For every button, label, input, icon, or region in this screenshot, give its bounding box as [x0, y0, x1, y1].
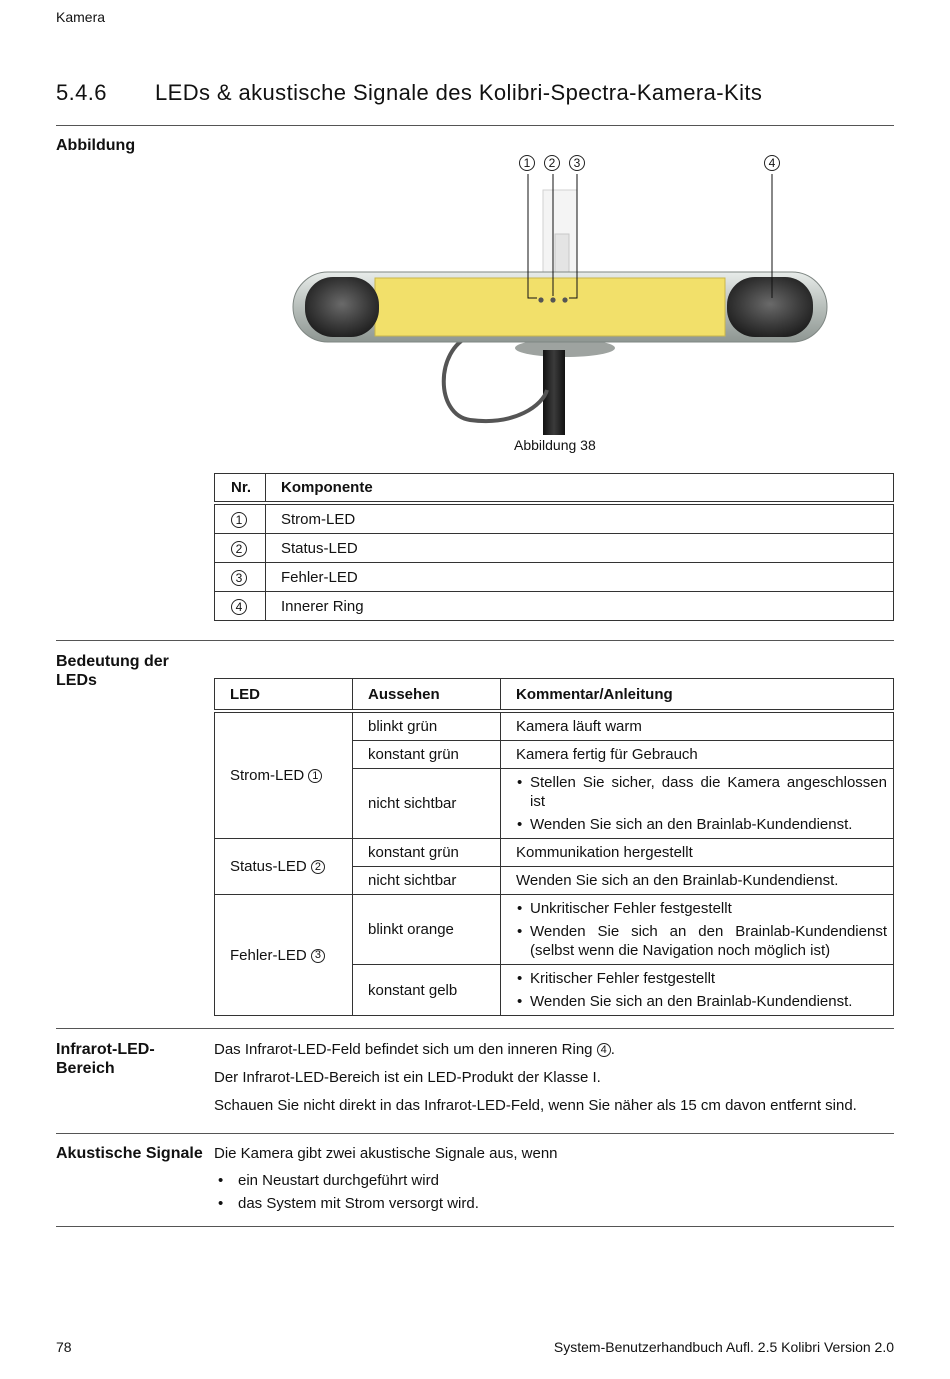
- table-row: [215, 592, 894, 621]
- led-cell-status: [215, 839, 353, 895]
- row-number: 1: [231, 512, 247, 528]
- table-header-row: [215, 474, 894, 504]
- power-led-dot: [538, 297, 543, 302]
- comment-list: [516, 969, 887, 1011]
- list-item: • das System mit Strom versorgt wird.: [218, 1195, 479, 1212]
- status-led-dot: [550, 297, 555, 302]
- led-meaning-table: [214, 678, 894, 1016]
- infrarot-line-2: Der Infrarot-LED-Bereich ist ein LED-Produkt der Klasse I.: [214, 1069, 601, 1086]
- divider: [56, 1133, 894, 1134]
- list-item: • Wenden Sie sich an den Brainlab-Kundendienst.: [516, 815, 887, 834]
- appearance: nicht sichtbar: [353, 867, 501, 895]
- divider: [56, 640, 894, 641]
- components-table: [214, 473, 894, 621]
- comment: Kamera fertig für Gebrauch: [501, 741, 894, 769]
- divider: [56, 1226, 894, 1227]
- led-name: Strom-LED: [230, 767, 305, 784]
- list-item: • Wenden Sie sich an den Brainlab-Kundendienst.: [516, 992, 887, 1011]
- camera-figure: [285, 150, 845, 435]
- header-komponente: Komponente: [266, 474, 894, 504]
- figure-caption: Abbildung 38: [514, 437, 596, 453]
- list-item: • ein Neustart durchgeführt wird: [218, 1172, 439, 1189]
- right-camera-lens: [727, 277, 813, 337]
- table-row: [215, 895, 894, 965]
- component-name: Innerer Ring: [266, 592, 894, 621]
- header-kommentar: Kommentar/Anleitung: [501, 679, 894, 712]
- infrarot-label: Infrarot-LED-Bereich: [56, 1041, 155, 1077]
- led-number: 1: [308, 769, 322, 783]
- ring-number: 4: [597, 1043, 611, 1057]
- period: .: [610, 1041, 615, 1058]
- infrarot-line-3: Schauen Sie nicht direkt in das Infrarot-LED-Feld, wenn Sie näher als 15 cm davon entfernt sind.: [214, 1097, 857, 1114]
- bedeutung-label: Bedeutung der LEDs: [56, 653, 169, 689]
- appearance: konstant grün: [353, 839, 501, 867]
- list-item: • Wenden Sie sich an den Brainlab-Kundendienst (selbst wenn die Navigation noch möglich ist): [516, 922, 887, 960]
- left-camera-lens: [305, 277, 379, 337]
- table-row: [215, 839, 894, 867]
- comment-list: [516, 773, 887, 834]
- component-name: Status-LED: [266, 534, 894, 563]
- page-number: 78: [56, 1339, 72, 1355]
- bullet-text: ein Neustart durchgeführt wird: [238, 1172, 439, 1189]
- list-item: • Kritischer Fehler festgestellt: [516, 969, 887, 988]
- akustik-intro: Die Kamera gibt zwei akustische Signale aus, wenn: [214, 1145, 558, 1162]
- table-row: [215, 503, 894, 534]
- appearance: konstant grün: [353, 741, 501, 769]
- led-cell-strom: [215, 711, 353, 839]
- document-title: System-Benutzerhandbuch Aufl. 2.5 Kolibri Version 2.0: [553, 1339, 894, 1355]
- led-number: 2: [311, 860, 325, 874]
- divider: [56, 125, 894, 126]
- table-row: [215, 711, 894, 741]
- divider: [56, 1028, 894, 1029]
- section-number: 5.4.6: [56, 80, 107, 105]
- led-name: Fehler-LED: [230, 946, 307, 964]
- header-led: LED: [215, 679, 353, 712]
- appearance: nicht sichtbar: [353, 769, 501, 839]
- comment-list: [516, 899, 887, 960]
- list-item: • Unkritischer Fehler festgestellt: [516, 899, 887, 918]
- infrarot-line-1: [214, 1040, 615, 1059]
- row-number: 3: [231, 570, 247, 586]
- callout-2: 2: [544, 155, 560, 171]
- yellow-panel: [375, 278, 725, 336]
- appearance: blinkt grün: [353, 711, 501, 741]
- list-item: • Stellen Sie sicher, dass die Kamera angeschlossen ist: [516, 773, 887, 811]
- component-name: Strom-LED: [266, 503, 894, 534]
- led-cell-fehler: [215, 895, 353, 1016]
- comment: Kamera läuft warm: [501, 711, 894, 741]
- appearance: konstant gelb: [353, 965, 501, 1016]
- abbildung-label: Abbildung: [56, 137, 136, 154]
- section-title: LEDs & akustische Signale des Kolibri-Spectra-Kamera-Kits: [155, 80, 763, 105]
- akustik-label: Akustische Signale: [56, 1145, 203, 1162]
- appearance: blinkt orange: [353, 895, 501, 965]
- table-row: [215, 534, 894, 563]
- table-row: [215, 563, 894, 592]
- callout-3: 3: [569, 155, 585, 171]
- header-nr: Nr.: [215, 474, 266, 504]
- led-name: Status-LED: [230, 858, 307, 875]
- bullet-text: das System mit Strom versorgt wird.: [238, 1195, 479, 1212]
- comment: Kommunikation hergestellt: [501, 839, 894, 867]
- callout-1: 1: [519, 155, 535, 171]
- led-number: 3: [311, 949, 325, 963]
- row-number: 4: [231, 599, 247, 615]
- infrarot-text-1: Das Infrarot-LED-Feld befindet sich um den inneren Ring: [214, 1041, 593, 1058]
- header-aussehen: Aussehen: [353, 679, 501, 712]
- running-head: Kamera: [56, 9, 106, 25]
- row-number: 2: [231, 541, 247, 557]
- callout-4: 4: [764, 155, 780, 171]
- error-led-dot: [562, 297, 567, 302]
- comment: Wenden Sie sich an den Brainlab-Kundendienst.: [501, 867, 894, 895]
- table-header-row: [215, 679, 894, 712]
- component-name: Fehler-LED: [266, 563, 894, 592]
